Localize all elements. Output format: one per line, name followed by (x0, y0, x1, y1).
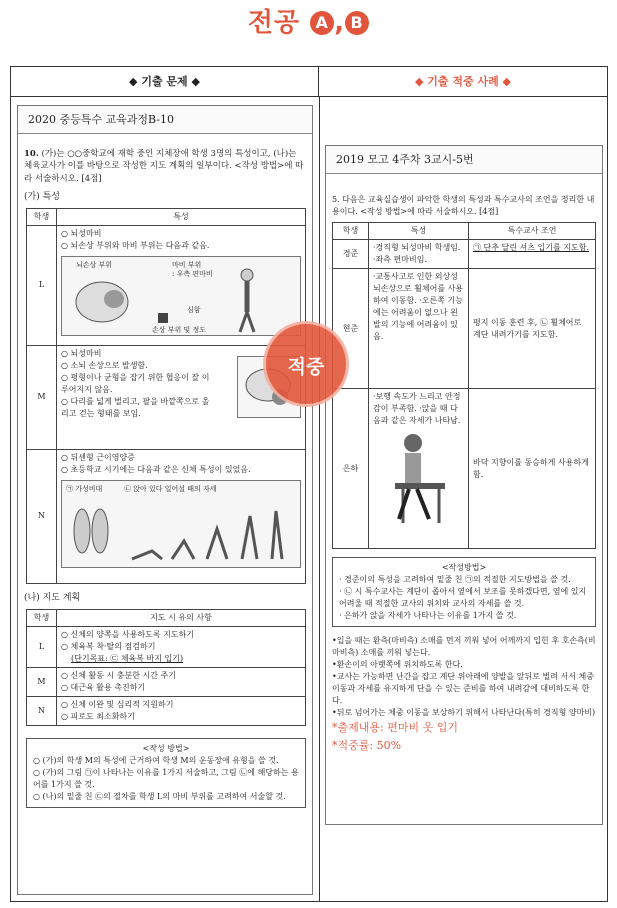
plan-table (26, 609, 306, 726)
right-method-title: <작성방법> (441, 563, 487, 572)
l-trait-2: ○ 뇌손상 부위와 마비 부위는 다음과 같음. (61, 240, 210, 250)
hemiplegia-label: : 우측 편마비 (172, 269, 213, 278)
brain-figure (61, 256, 301, 336)
highlight-content: *출제내용: 편마비 옷 입기 (332, 721, 458, 734)
question-intro: (가)는 ○○중학교에 재학 중인 지체장애 학생 3명의 특성이고, (나)는 체육교사가 이를 바탕으로 작성한 지도 계획의 일부이다. <작성 방법>에 따라 서술하시오. [4점] (24, 149, 304, 184)
gowers-sign-illustration (62, 481, 300, 569)
student-l-traits (57, 225, 306, 345)
title-comma: , (334, 8, 346, 38)
row-gyeongjun-trait: ·경직형 뇌성마비 학생임. ·좌측 편마비임. (369, 240, 469, 269)
gowers-caption: ㉡ 앉아 있다 일어설 때의 자세 (124, 484, 217, 493)
traits-col-student: 학생 (27, 208, 57, 225)
row-eunha-trait-text: ·보행 속도가 느리고 안정감이 부족함. ·앉을 때 다음과 같은 자세가 나타남. (373, 392, 461, 425)
question-number: 10. (24, 149, 39, 159)
hit-badge: 적중 (263, 321, 349, 407)
comparison-frame (10, 66, 608, 902)
traits-col-trait: 특성 (57, 208, 306, 225)
student-l: L (27, 225, 57, 345)
plan-m-2: ○ 대근육 활용 촉진하기 (61, 683, 146, 693)
right-column-header: ◆ 기출 적중 사례 ◆ (319, 67, 607, 97)
right-method-2: · ㉡ 시 특수교사는 계단이 좁아서 옆에서 보조를 못하겠다면, 옆에 있지 어려울 때 적절한 교사의 위치와 교사의 자세를 쓸 것. (339, 587, 587, 608)
plan-m-notes (57, 668, 306, 697)
m-trait-3: ○ 평형이나 균형을 잡기 위한 협응이 잘 이루어지지 않음. (61, 372, 210, 394)
row-gyeongjun-advice: ㉠ 단추 달린 셔츠 입기를 지도함. (469, 240, 596, 269)
title-prefix: 전공 (247, 8, 301, 38)
paralysis-label: 마비 부위 (172, 260, 202, 269)
left-method-title: <작성 방법> (142, 744, 190, 754)
circle-b: B (345, 11, 369, 35)
row-eunha-name: 은하 (333, 389, 369, 549)
plan-student-l: L (27, 627, 57, 668)
right-intro: 5. 다음은 교육실습생이 파악한 학생의 특성과 특수교사의 조언을 정리한 내용이다. <작성 방법>에 따라 서술하시오. [4점] (332, 195, 595, 216)
left-intro (18, 134, 312, 185)
right-panel-title: 2019 모고 4주차 3교시-5번 (326, 146, 602, 174)
right-exam-panel (325, 145, 603, 825)
column-divider (319, 97, 320, 901)
traits-table-wrap (18, 204, 312, 584)
page-title (248, 8, 369, 38)
sitting-posture-illustration (373, 427, 463, 527)
plan-student-n: N (27, 697, 57, 726)
row-hyeonjun-trait: ·교통사고로 인한 외상성 뇌손상으로 휠체어를 사용하여 이동함. ·오른쪽 기능에는 어려움이 없으나 왼발의 기능에 어려움이 있음. (369, 269, 469, 389)
plan-n-notes (57, 697, 306, 726)
plan-col-notes: 지도 시 유의 사항 (57, 610, 306, 627)
note-4: •뒤로 넘어가는 체중 이동을 보상하기 위해서 나타난다(특히 경직형 양마비) (332, 708, 596, 717)
left-method-3: ○ (나)의 밑줄 친 ㉢의 절차를 학생 L의 마비 부위를 고려하여 서술할 것. (33, 792, 286, 802)
student-n: N (27, 449, 57, 583)
row-hyeonjun-advice: 평지 이동 훈련 후, ㉡ 휠체어로 계단 내려가기를 지도함. (469, 269, 596, 389)
plan-n-1: ○ 신체 이완 및 심리적 지원하기 (61, 700, 174, 710)
section-na: (나) 지도 계획 (24, 592, 81, 603)
highlight-rate: *적중률: 50% (332, 738, 402, 752)
page-header (0, 0, 617, 58)
plan-l-3: (단기목표: ㉢ 체육복 바지 입기) (71, 654, 184, 664)
right-method-1: · 경준이의 특성을 고려하여 밑줄 친 ㉠의 적절한 지도방법을 쓸 것. (339, 575, 571, 584)
note-2: •환손이의 아랫쪽에 위치하도록 한다. (332, 660, 463, 669)
right-col-trait: 특성 (369, 223, 469, 240)
student-m: M (27, 345, 57, 449)
m-trait-2: ○ 소뇌 손상으로 발생함. (61, 360, 148, 370)
plan-col-student: 학생 (27, 610, 57, 627)
right-method-box (332, 557, 596, 627)
n-trait-1: ○ 뒤셴형 근이영양증 (61, 452, 135, 462)
row-hyeonjun-name: 현준 (333, 269, 369, 389)
plan-table-wrap (18, 605, 312, 726)
traits-table (26, 208, 306, 584)
section-ga: (가) 특성 (24, 191, 60, 202)
row-eunha-advice: 바닥 지향이를 동승하게 사용하게 함. (469, 389, 596, 549)
plan-l-1: ○ 신체의 양쪽을 사용하도록 지도하기 (61, 630, 195, 640)
plan-l-notes (57, 627, 306, 668)
brain-label: 뇌손상 부위 (76, 260, 113, 269)
row-gyeongjun-name: 경준 (333, 240, 369, 269)
right-col-advice: 특수교사 조언 (469, 223, 596, 240)
l-trait-1: ○ 뇌성마비 (61, 228, 102, 238)
circle-a: A (310, 11, 334, 35)
left-method-box (26, 738, 306, 808)
pseudohypertrophy-caption: ㉠ 가성비대 (66, 484, 103, 493)
dmd-figure (61, 480, 301, 568)
plan-l-2: ○ 체육복 착·탈의 점검하기 (61, 642, 156, 652)
severity-label: 심함 (187, 305, 201, 314)
right-table (332, 222, 596, 549)
right-col-student: 학생 (333, 223, 369, 240)
left-panel-title: 2020 중등특수 교육과정B-10 (18, 106, 312, 134)
note-1: •입을 때는 환측(마비측) 소매를 먼저 끼워 넣어 어깨까지 입힌 후 호손측(비마비측) 소매를 끼워 넣는다. (332, 636, 596, 657)
plan-n-2: ○ 피로도 최소화하기 (61, 712, 135, 722)
n-trait-2: ○ 초등학교 시기에는 다음과 같은 신체 특성이 있었음. (61, 464, 251, 474)
left-column-header: ◆ 기출 문제 ◆ (11, 67, 319, 97)
right-table-wrap (326, 218, 602, 549)
plan-student-m: M (27, 668, 57, 697)
answer-notes (326, 635, 602, 754)
m-trait-4: ○ 다리를 넓게 벌리고, 팔을 바깥쪽으로 올리고 걷는 형태를 보임. (61, 396, 210, 418)
right-method-3: · 은하가 앉을 자세가 나타나는 이유를 1가지 쓸 것. (339, 611, 517, 620)
note-3: •교사는 가능하면 난간을 잡고 계단 위아래에 양발을 앞뒤로 벌려 서서 체중이동과 자세를 유지하게 단을 수 있는 준비를 하여 내려감에 대비하도록 한다. (332, 672, 594, 705)
m-trait-1: ○ 뇌성마비 (61, 348, 102, 358)
left-method-1: ○ (가)의 학생 M의 특성에 근거하여 학생 M의 운동장애 유형을 쓸 것. (33, 756, 279, 766)
row-eunha-trait (369, 389, 469, 549)
left-exam-panel (17, 105, 313, 895)
student-n-traits (57, 449, 306, 583)
plan-m-1: ○ 신체 활동 시 충분한 시간 주기 (61, 671, 176, 681)
legend-label: 손상 부위 및 정도 (152, 325, 207, 334)
left-method-2: ○ (가)의 그림 ㉠이 나타나는 이유를 1가지 서술하고, 그림 ㉡에 해당하는 용어를 1가지 쓸 것. (33, 768, 299, 790)
